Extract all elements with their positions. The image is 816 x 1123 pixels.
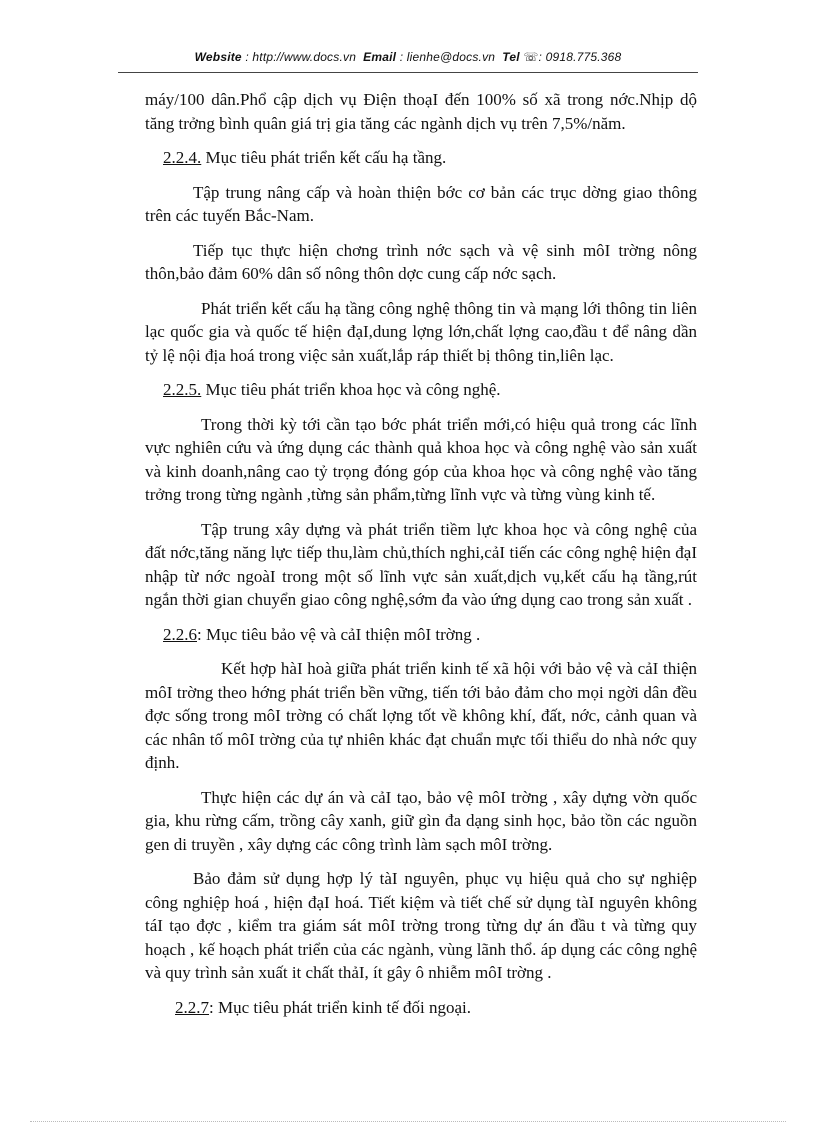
section-heading-2-2-5 bbox=[145, 378, 697, 402]
paragraph: Phát triển kết cấu hạ tầng công nghệ thông tin và mạng lới thông tin liên lạc quốc gia và quốc tế hiện đạI,dung lợng lớn,chất lợng cao,đầu t để nâng dần tỷ lệ nội địa hoá trong việc sản xuất,lắp ráp thiết bị thông tin,liên lạc. bbox=[145, 298, 697, 365]
section-heading-2-2-6 bbox=[145, 623, 697, 647]
section-number: 2.2.5. bbox=[163, 380, 202, 399]
email-link[interactable]: : lienhe@docs.vn bbox=[399, 50, 496, 64]
paragraph: Kết hợp hàI hoà giữa phát triển kinh tế xã hội với bảo vệ và cảI thiện môI trờng theo hớng phát triển bền vững, tiến tới bảo đảm cho mọi ngời dân đều đợc sống trong môI trờng có chất lợng tốt về không khí, đất, nớc, cảnh quan và các nhân tố môI trờng của tự nhiên khác đạt chuẩn mực tối thiểu do nhà nớc quy định. bbox=[145, 659, 697, 772]
phone-icon: ☏ bbox=[523, 50, 539, 64]
website-label: Website bbox=[194, 50, 242, 64]
section-title: Mục tiêu phát triển kết cấu hạ tầng. bbox=[201, 148, 447, 167]
section-title: Mục tiêu phát triển khoa học và công nghệ. bbox=[201, 380, 501, 399]
paragraph: Thực hiện các dự án và cảI tạo, bảo vệ môI trờng , xây dựng vờn quốc gia, khu rừng cấm, trồng cây xanh, giữ gìn đa dạng sinh học, bảo tồn các nguồn gen di truyền , xây dựng các công trình làm sạch môI trờng. bbox=[145, 787, 697, 854]
website-link[interactable]: : http://www.docs.vn bbox=[245, 50, 357, 64]
paragraph: Trong thời kỳ tới cần tạo bớc phát triển mới,có hiệu quả trong các lĩnh vực nghiên cứu và ứng dụng các thành quả khoa học và công nghệ vào sản xuất và kinh doanh,nâng cao tỷ trọng đóng góp của khoa học và công nghệ vào tăng trởng trong từng ngành ,từng sản phẩm,từng lĩnh vực và từng vùng kinh tế. bbox=[145, 414, 697, 504]
email-label: Email bbox=[363, 50, 397, 64]
paragraph: Bảo đảm sử dụng hợp lý tàI nguyên, phục vụ hiệu quả cho sự nghiệp công nghiệp hoá , hiện đạI hoá. Tiết kiệm và tiết chế sử dụng tàI nguyên không táI tạo đợc , kiểm tra giám sát môI trờng trong từng dự án đầu t và từng quy hoạch , kế hoạch phát triển của các ngành, vùng lãnh thổ. áp dụng các công nghệ và quy trình sản xuất it chất thảI, ít gây ô nhiễm môI trờng . bbox=[145, 869, 697, 982]
tel-value: : 0918.775.368 bbox=[538, 50, 622, 64]
paragraph: máy/100 dân.Phổ cập dịch vụ Điện thoạI đến 100% số xã trong nớc.Nhịp dộ tăng trởng bình quân giá trị gia tăng các ngành dịch vụ trên 7,5%/năm. bbox=[145, 90, 697, 133]
section-number: 2.2.4. bbox=[163, 148, 202, 167]
section-title: : Mục tiêu phát triển kinh tế đối ngoại. bbox=[209, 997, 472, 1017]
section-number: 2.2.6 bbox=[163, 624, 197, 644]
section-heading-2-2-7 bbox=[145, 996, 697, 1020]
section-heading-2-2-4 bbox=[145, 146, 697, 170]
paragraph: Tập trung nâng cấp và hoàn thiện bớc cơ bản các trục dờng giao thông trên các tuyến Bắc-Nam. bbox=[145, 182, 697, 225]
page-bottom-border bbox=[30, 1121, 786, 1122]
paragraph: Tiếp tục thực hiện chơng trình nớc sạch và vệ sinh môI trờng nông thôn,bảo đảm 60% dân số nông thôn dợc cung cấp nớc sạch. bbox=[145, 240, 697, 283]
section-number: 2.2.7 bbox=[175, 997, 209, 1017]
tel-label: Tel bbox=[502, 50, 520, 64]
page-header bbox=[0, 50, 816, 64]
document-body bbox=[145, 88, 697, 1030]
header-divider bbox=[118, 72, 698, 73]
section-title: : Mục tiêu bảo vệ và cảI thiện môI trờng . bbox=[197, 624, 481, 644]
paragraph: Tập trung xây dựng và phát triển tiềm lực khoa học và công nghệ của đất nớc,tăng năng lực tiếp thu,làm chủ,thích nghi,cảI tiến các công nghệ hiện đạI nhập từ nớc ngoàI trong một số lĩnh vực sản xuất,dịch vụ,kết cấu hạ tầng,rút ngắn thời gian chuyển giao công nghệ,sớm đa vào ứng dụng cao trong sản xuất . bbox=[145, 519, 697, 609]
